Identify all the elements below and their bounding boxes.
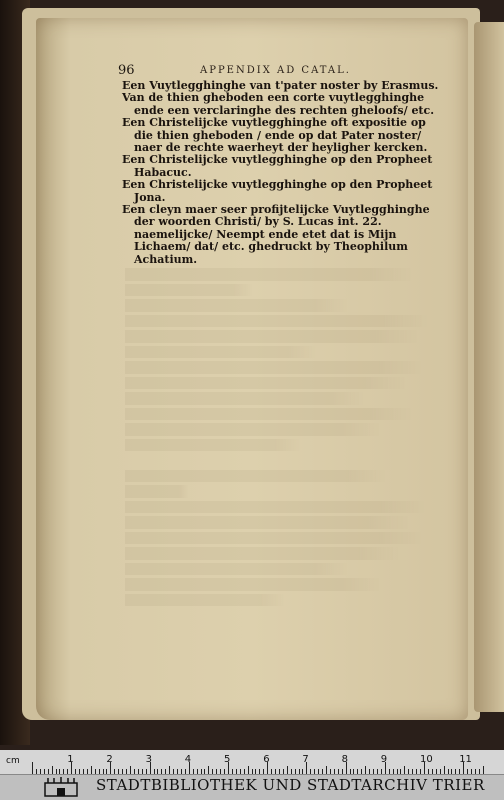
ruler-tick [240, 769, 241, 774]
entry: Een Christelijcke vuytlegghinghe op den Propheet Jona. [122, 178, 433, 204]
ruler-unit: cm [6, 756, 20, 766]
ruler-tick [83, 769, 84, 774]
ruler-tick [212, 769, 213, 774]
ruler-tick [118, 769, 119, 774]
ruler-tick [79, 769, 80, 774]
ruler-tick [291, 769, 292, 774]
ruler-tick [252, 769, 253, 774]
ruler-tick [134, 769, 135, 774]
ruler-tick [381, 769, 382, 774]
ruler-tick [451, 769, 452, 774]
ruler-number: 2 [106, 754, 113, 765]
ruler-tick [459, 769, 460, 774]
ruler-tick [52, 766, 53, 774]
ruler-tick [161, 769, 162, 774]
ruler-tick [95, 769, 96, 774]
ruler-number: 3 [145, 754, 152, 765]
ruler-number: 4 [184, 754, 192, 765]
ruler-tick [44, 769, 45, 774]
ruler-tick [302, 769, 303, 774]
ruler-tick [275, 769, 276, 774]
ruler-tick [177, 769, 178, 774]
ruler-number: 8 [341, 754, 348, 765]
ruler-number: 9 [380, 754, 388, 765]
ruler-tick [471, 769, 472, 774]
facing-page-edge [474, 22, 504, 712]
ruler-tick [404, 766, 405, 774]
ruler-tick [157, 769, 158, 774]
ruler-tick [32, 762, 33, 774]
ruler-tick [122, 769, 123, 774]
ruler-tick [259, 769, 260, 774]
ruler-tick [444, 766, 445, 774]
ruler-tick [326, 766, 327, 774]
ruler-tick [350, 769, 351, 774]
entry: Een Christelijcke vuytlegghinghe oft expositie op die thien gheboden / ende op dat Pater noster/ naer de rechte waerheyt der heyligher kercken. [122, 116, 428, 155]
ruler-tick [283, 769, 284, 774]
entry: Een Christelijcke vuytlegghinghe op den Propheet Habacuc. [122, 153, 433, 179]
ruler-tick [342, 769, 343, 774]
ruler-number: 5 [224, 754, 231, 765]
ruler-tick [185, 769, 186, 774]
ruler-tick [255, 769, 256, 774]
ruler-number: 1 [67, 754, 74, 765]
ruler-tick [106, 769, 107, 774]
ruler-tick [248, 766, 249, 774]
scale-ruler [0, 750, 504, 800]
ruler-tick [314, 769, 315, 774]
ruler-tick [59, 769, 60, 774]
ruler-number: 6 [263, 754, 270, 765]
ruler-tick [56, 769, 57, 774]
ruler-tick [201, 769, 202, 774]
ruler-tick [357, 769, 358, 774]
ruler-tick [216, 769, 217, 774]
ruler-tick [204, 769, 205, 774]
ruler-tick [244, 769, 245, 774]
ruler-tick [99, 769, 100, 774]
ruler-tick [377, 769, 378, 774]
ruler-tick [299, 769, 300, 774]
ruler-tick [361, 769, 362, 774]
entry: Een Vuytlegghinghe van t'pater noster by Erasmus. [122, 79, 439, 92]
ruler-tick [232, 769, 233, 774]
ruler-tick [389, 769, 390, 774]
ruler-scale [0, 750, 504, 775]
ruler-tick [479, 769, 480, 774]
ruler-tick [412, 769, 413, 774]
entry: Van de thien gheboden een corte vuytlegghinghe ende een verclaringhe des rechten gheloofs/ etc. [122, 91, 435, 117]
ruler-tick [397, 769, 398, 774]
ruler-tick [455, 769, 456, 774]
ruler-tick [224, 769, 225, 774]
ruler-tick [322, 769, 323, 774]
entry: Een cleyn maer seer profijtelijcke Vuytlegghinghe der woorden Christi/ by S. Lucas int. 22. naemelijcke/ Neempt ende etet dat is Mijn Lichaem/ dat/ etc. ghedruckt by Theophilum Achatium. [122, 203, 430, 266]
ruler-tick [208, 766, 209, 774]
ruler-tick [428, 769, 429, 774]
ruler-tick [263, 769, 264, 774]
ruler-tick [330, 769, 331, 774]
running-title: APPENDIX AD CATAL. [200, 65, 351, 76]
show-through-text [125, 268, 445, 609]
ruler-number: 10 [420, 754, 433, 765]
ruler-tick [75, 769, 76, 774]
ruler-tick [353, 769, 354, 774]
ruler-tick [440, 769, 441, 774]
ruler-tick [193, 769, 194, 774]
ruler-tick [63, 769, 64, 774]
ruler-tick [408, 769, 409, 774]
ruler-tick [338, 769, 339, 774]
ruler-tick [181, 769, 182, 774]
ruler-number: 11 [459, 754, 472, 765]
ruler-tick [236, 769, 237, 774]
ruler-tick [436, 769, 437, 774]
ruler-tick [483, 766, 484, 774]
ruler-tick [169, 766, 170, 774]
ruler-tick [279, 769, 280, 774]
ruler-tick [416, 769, 417, 774]
ruler-tick [87, 769, 88, 774]
running-head [118, 63, 458, 79]
ruler-tick [310, 769, 311, 774]
ruler-tick [142, 769, 143, 774]
ruler-tick [173, 769, 174, 774]
ruler-tick [400, 769, 401, 774]
page-number: 96 [118, 63, 135, 78]
ruler-tick [475, 769, 476, 774]
archive-logo-icon [44, 777, 78, 797]
ruler-tick [220, 769, 221, 774]
catalogue-entries [122, 80, 448, 266]
ruler-tick [393, 769, 394, 774]
ruler-tick [40, 769, 41, 774]
ruler-tick [103, 769, 104, 774]
ruler-tick [126, 769, 127, 774]
ruler-tick [130, 766, 131, 774]
ruler-tick [67, 769, 68, 774]
ruler-tick [114, 769, 115, 774]
ruler-tick [295, 769, 296, 774]
ruler-tick [287, 766, 288, 774]
ruler-tick [420, 769, 421, 774]
ruler-tick [318, 769, 319, 774]
ruler-number: 7 [302, 754, 309, 765]
ruler-tick [373, 769, 374, 774]
ruler-tick [369, 769, 370, 774]
ruler-tick [467, 769, 468, 774]
ruler-tick [165, 769, 166, 774]
ruler-tick [91, 766, 92, 774]
ruler-tick [432, 769, 433, 774]
ruler-tick [197, 769, 198, 774]
ruler-tick [271, 769, 272, 774]
ruler-tick [448, 769, 449, 774]
ruler-tick [154, 769, 155, 774]
ruler-tick [365, 766, 366, 774]
archive-name: STADTBIBLIOTHEK UND STADTARCHIV TRIER [96, 776, 485, 794]
ruler-tick [36, 769, 37, 774]
ruler-tick [138, 769, 139, 774]
ruler-tick [334, 769, 335, 774]
ruler-tick [48, 769, 49, 774]
ruler-tick [146, 769, 147, 774]
